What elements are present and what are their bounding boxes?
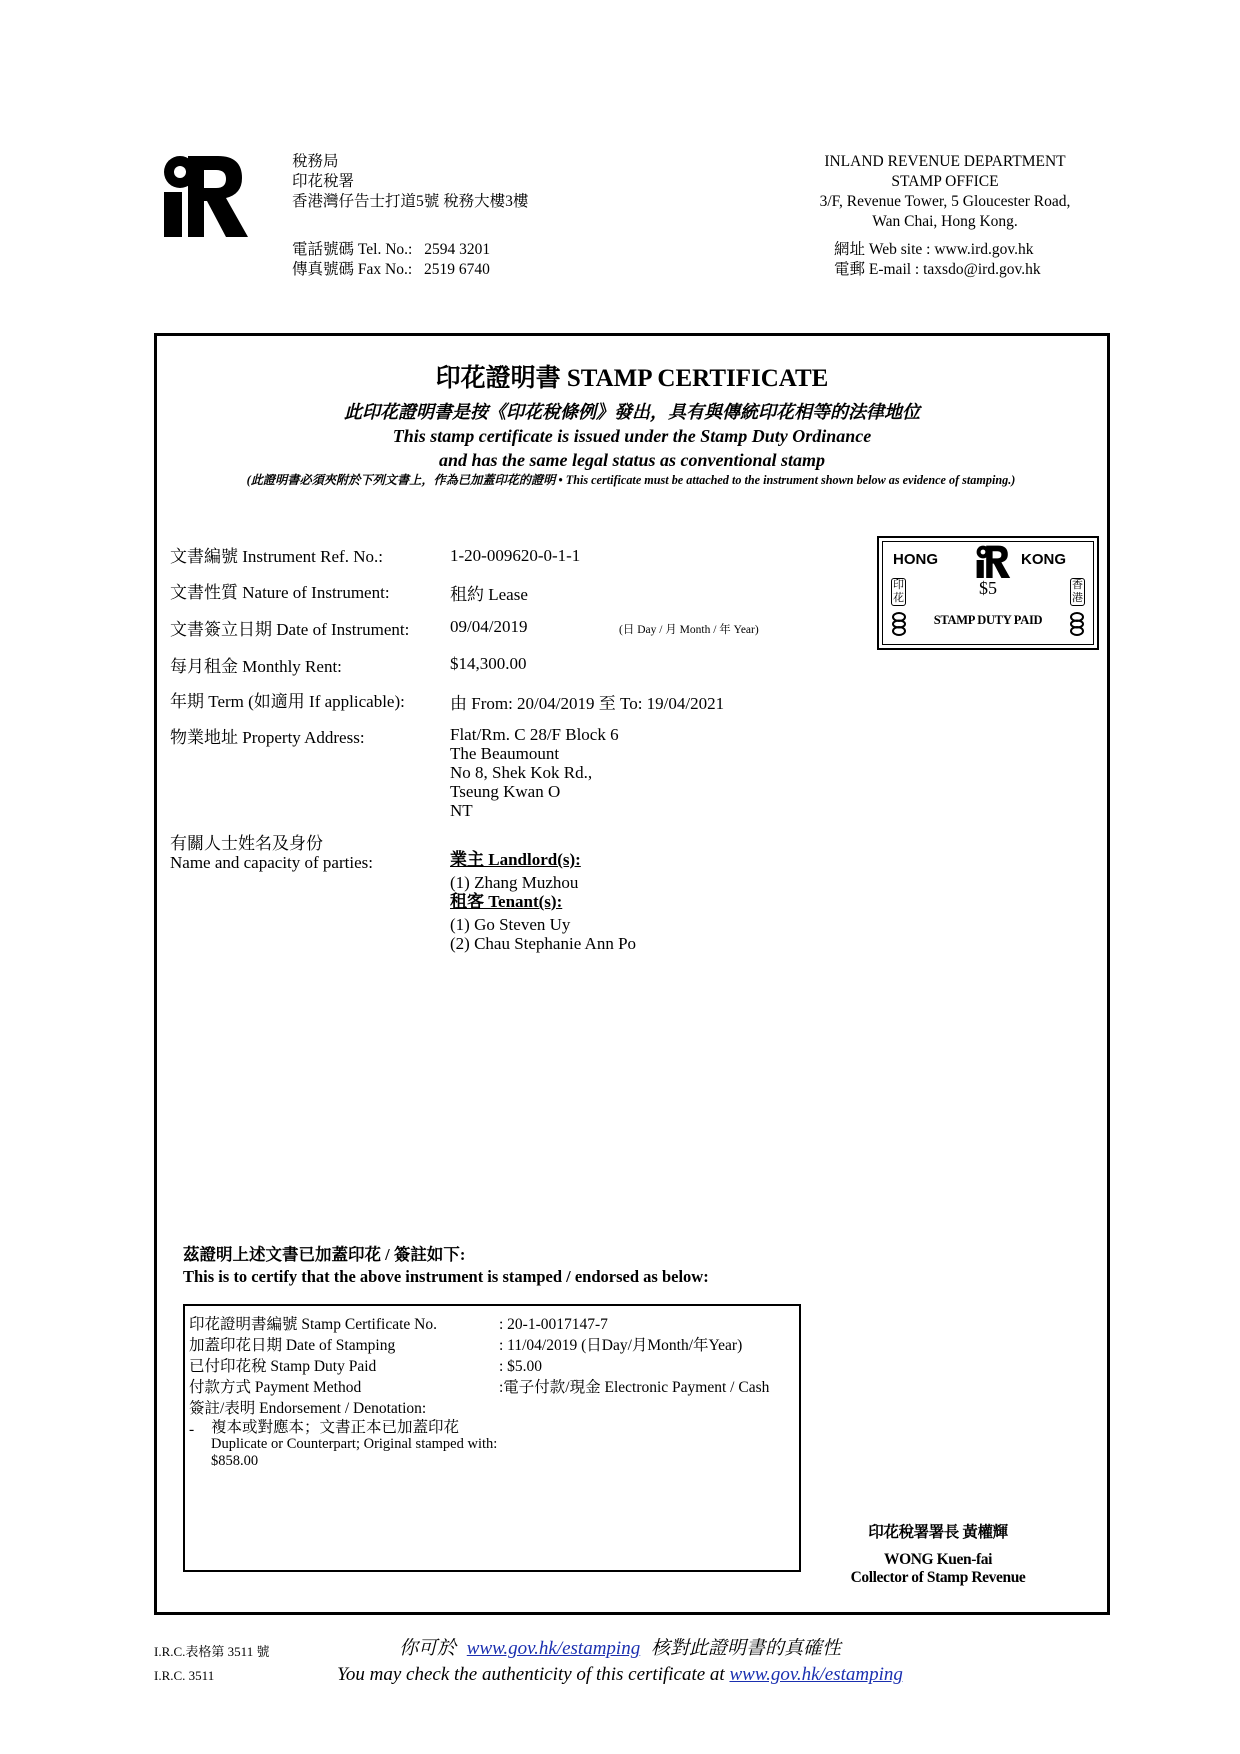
nature-label: 文書性質 Nature of Instrument: — [170, 583, 390, 602]
parties-label-zh: 有關人士姓名及身份 — [170, 834, 323, 853]
address-line: The Beaumount — [450, 744, 560, 763]
certify-zh: 茲證明上述文書已加蓋印花 / 簽註如下: — [183, 1245, 466, 1264]
zh-dept: 稅務局 — [292, 153, 339, 170]
tel-value: 2594 3201 — [424, 241, 491, 258]
certificate-title: 印花證明書 STAMP CERTIFICATE — [435, 365, 829, 392]
stamping-date-label: 加蓋印花日期 Date of Stamping — [189, 1337, 396, 1354]
rent-value: $14,300.00 — [450, 654, 527, 673]
parties-list — [450, 850, 636, 953]
nature-value: 租約 Lease — [450, 585, 528, 604]
date-label: 文書簽立日期 Date of Instrument: — [170, 620, 410, 639]
email-label: 電郵 E-mail : — [834, 261, 920, 278]
parties-label — [170, 834, 373, 872]
check-zh-post: 核對此證明書的真確性 — [650, 1638, 841, 1659]
email-value: taxsdo@ird.gov.hk — [923, 261, 1041, 278]
certificate-frame — [154, 333, 1110, 1615]
endorsement-label: 簽註/表明 Endorsement / Denotation: — [189, 1400, 427, 1417]
ref-value: 1-20-009620-0-1-1 — [450, 546, 581, 565]
stamping-values — [499, 1314, 769, 1398]
stamping-details-box — [183, 1304, 801, 1572]
address-label: 物業地址 Property Address: — [170, 728, 365, 747]
header-zh-block — [292, 152, 528, 212]
property-address — [450, 725, 619, 820]
check-zh-pre: 你可於 — [399, 1638, 457, 1659]
estamping-link-en[interactable]: www.gov.hk/estamping — [729, 1664, 903, 1685]
stamp-hong: HONG — [893, 551, 938, 568]
address-line: No 8, Shek Kok Rd., — [450, 763, 593, 782]
certify-statement — [183, 1244, 709, 1288]
estamping-link-zh[interactable]: www.gov.hk/estamping — [466, 1638, 641, 1659]
collector-name: WONG Kuen-fai — [883, 1551, 993, 1568]
certificate-note: (此證明書必須夾附於下列文書上，作為已加蓋印花的證明 • This certificate must be attached to the instrument shown below as evidence of stamping.) — [246, 473, 1016, 487]
ref-label: 文書編號 Instrument Ref. No.: — [170, 547, 383, 566]
en-office: STAMP OFFICE — [891, 173, 999, 190]
date-hint: (日 Day / 月 Month / 年 Year) — [619, 624, 759, 636]
term-value: 由 From: 20/04/2019 至 To: 19/04/2021 — [450, 694, 725, 713]
stamp-left-seal: 印花 — [893, 579, 904, 604]
tenant-label: 租客 Tenant(s): — [450, 892, 563, 911]
endorsement-zh: 複本或對應本；文書正本已加蓋印花 — [211, 1419, 460, 1436]
address-line: Tseung Kwan O — [450, 782, 561, 801]
tenant-item: (1) Go Steven Uy — [450, 915, 571, 934]
zh-address: 香港灣仔告士打道5號 稅務大樓3樓 — [292, 193, 529, 210]
payment-method-value: :電子付款/現金 Electronic Payment / Cash — [499, 1379, 770, 1396]
en-address-2: Wan Chai, Hong Kong. — [872, 213, 1018, 230]
cert-no-value: : 20-1-0017147-7 — [499, 1316, 608, 1333]
subtitle-en-1: This stamp certificate is issued under the Stamp Duty Ordinance — [392, 426, 872, 446]
stamping-date-value: : 11/04/2019 (日Day/月Month/年Year) — [499, 1337, 743, 1354]
authenticity-note — [290, 1636, 950, 1688]
stamp-kong: KONG — [1021, 551, 1066, 568]
landlord-label: 業主 Landlord(s): — [450, 850, 581, 869]
endorsement-dash: - — [189, 1421, 195, 1438]
duty-paid-value: : $5.00 — [499, 1358, 543, 1375]
collector-title: Collector of Stamp Revenue — [850, 1569, 1026, 1586]
form-number-en: I.R.C. 3511 — [154, 1668, 215, 1683]
stamping-labels — [189, 1314, 437, 1419]
collector-zh: 印花稅署署長 黃權輝 — [868, 1524, 1008, 1541]
stamp-right-seal: 香港 — [1072, 579, 1083, 604]
collector-block — [823, 1520, 1053, 1587]
header-en-block — [800, 152, 1090, 232]
header-web-block — [834, 240, 1041, 280]
endorsement-amount: $858.00 — [211, 1453, 259, 1469]
certificate-subtitle — [157, 400, 1107, 472]
form-number — [154, 1640, 269, 1688]
payment-method-label: 付款方式 Payment Method — [189, 1379, 362, 1396]
check-en-pre: You may check the authenticity of this certificate at — [337, 1664, 725, 1685]
parties-label-en: Name and capacity of parties: — [170, 853, 373, 872]
header-contact-block — [292, 240, 490, 280]
ird-logo — [160, 152, 250, 237]
form-number-zh: I.R.C.表格第 3511 號 — [154, 1644, 270, 1659]
duty-paid-label: 已付印花稅 Stamp Duty Paid — [189, 1358, 377, 1375]
landlord-item: (1) Zhang Muzhou — [450, 873, 579, 892]
web-label: 網址 Web site : — [834, 241, 931, 258]
en-address-1: 3/F, Revenue Tower, 5 Gloucester Road, — [819, 193, 1071, 210]
address-line: NT — [450, 801, 473, 820]
term-label: 年期 Term (如適用 If applicable): — [170, 692, 405, 711]
en-dept: INLAND REVENUE DEPARTMENT — [824, 153, 1066, 170]
stamp-left-ornament-icon — [891, 612, 907, 636]
endorsement-en: Duplicate or Counterpart; Original stamped with: — [211, 1436, 498, 1452]
stamp-amount: $5 — [979, 578, 997, 598]
fax-value: 2519 6740 — [424, 261, 490, 278]
zh-office: 印花稅署 — [292, 173, 355, 190]
tenant-item: (2) Chau Stephanie Ann Po — [450, 934, 637, 953]
stamp-duty-paid-stamp — [877, 536, 1099, 650]
tel-label: 電話號碼 Tel. No.: — [292, 241, 413, 258]
stamp-paid-label: STAMP DUTY PAID — [933, 613, 1043, 627]
fax-label: 傳真號碼 Fax No.: — [292, 261, 413, 278]
subtitle-zh: 此印花證明書是按《印花稅條例》發出，具有與傳統印花相等的法律地位 — [344, 402, 920, 422]
web-value: www.ird.gov.hk — [934, 241, 1034, 258]
endorsement-text — [211, 1419, 497, 1470]
address-line: Flat/Rm. C 28/F Block 6 — [450, 725, 619, 744]
stamp-right-ornament-icon — [1069, 612, 1085, 636]
certify-en: This is to certify that the above instrument is stamped / endorsed as below: — [183, 1267, 709, 1286]
rent-label: 每月租金 Monthly Rent: — [170, 657, 342, 676]
cert-no-label: 印花證明書編號 Stamp Certificate No. — [189, 1316, 437, 1333]
date-value: 09/04/2019 — [450, 617, 528, 636]
subtitle-en-2: and has the same legal status as conventional stamp — [438, 450, 826, 470]
stamp-ird-logo — [973, 544, 1013, 578]
